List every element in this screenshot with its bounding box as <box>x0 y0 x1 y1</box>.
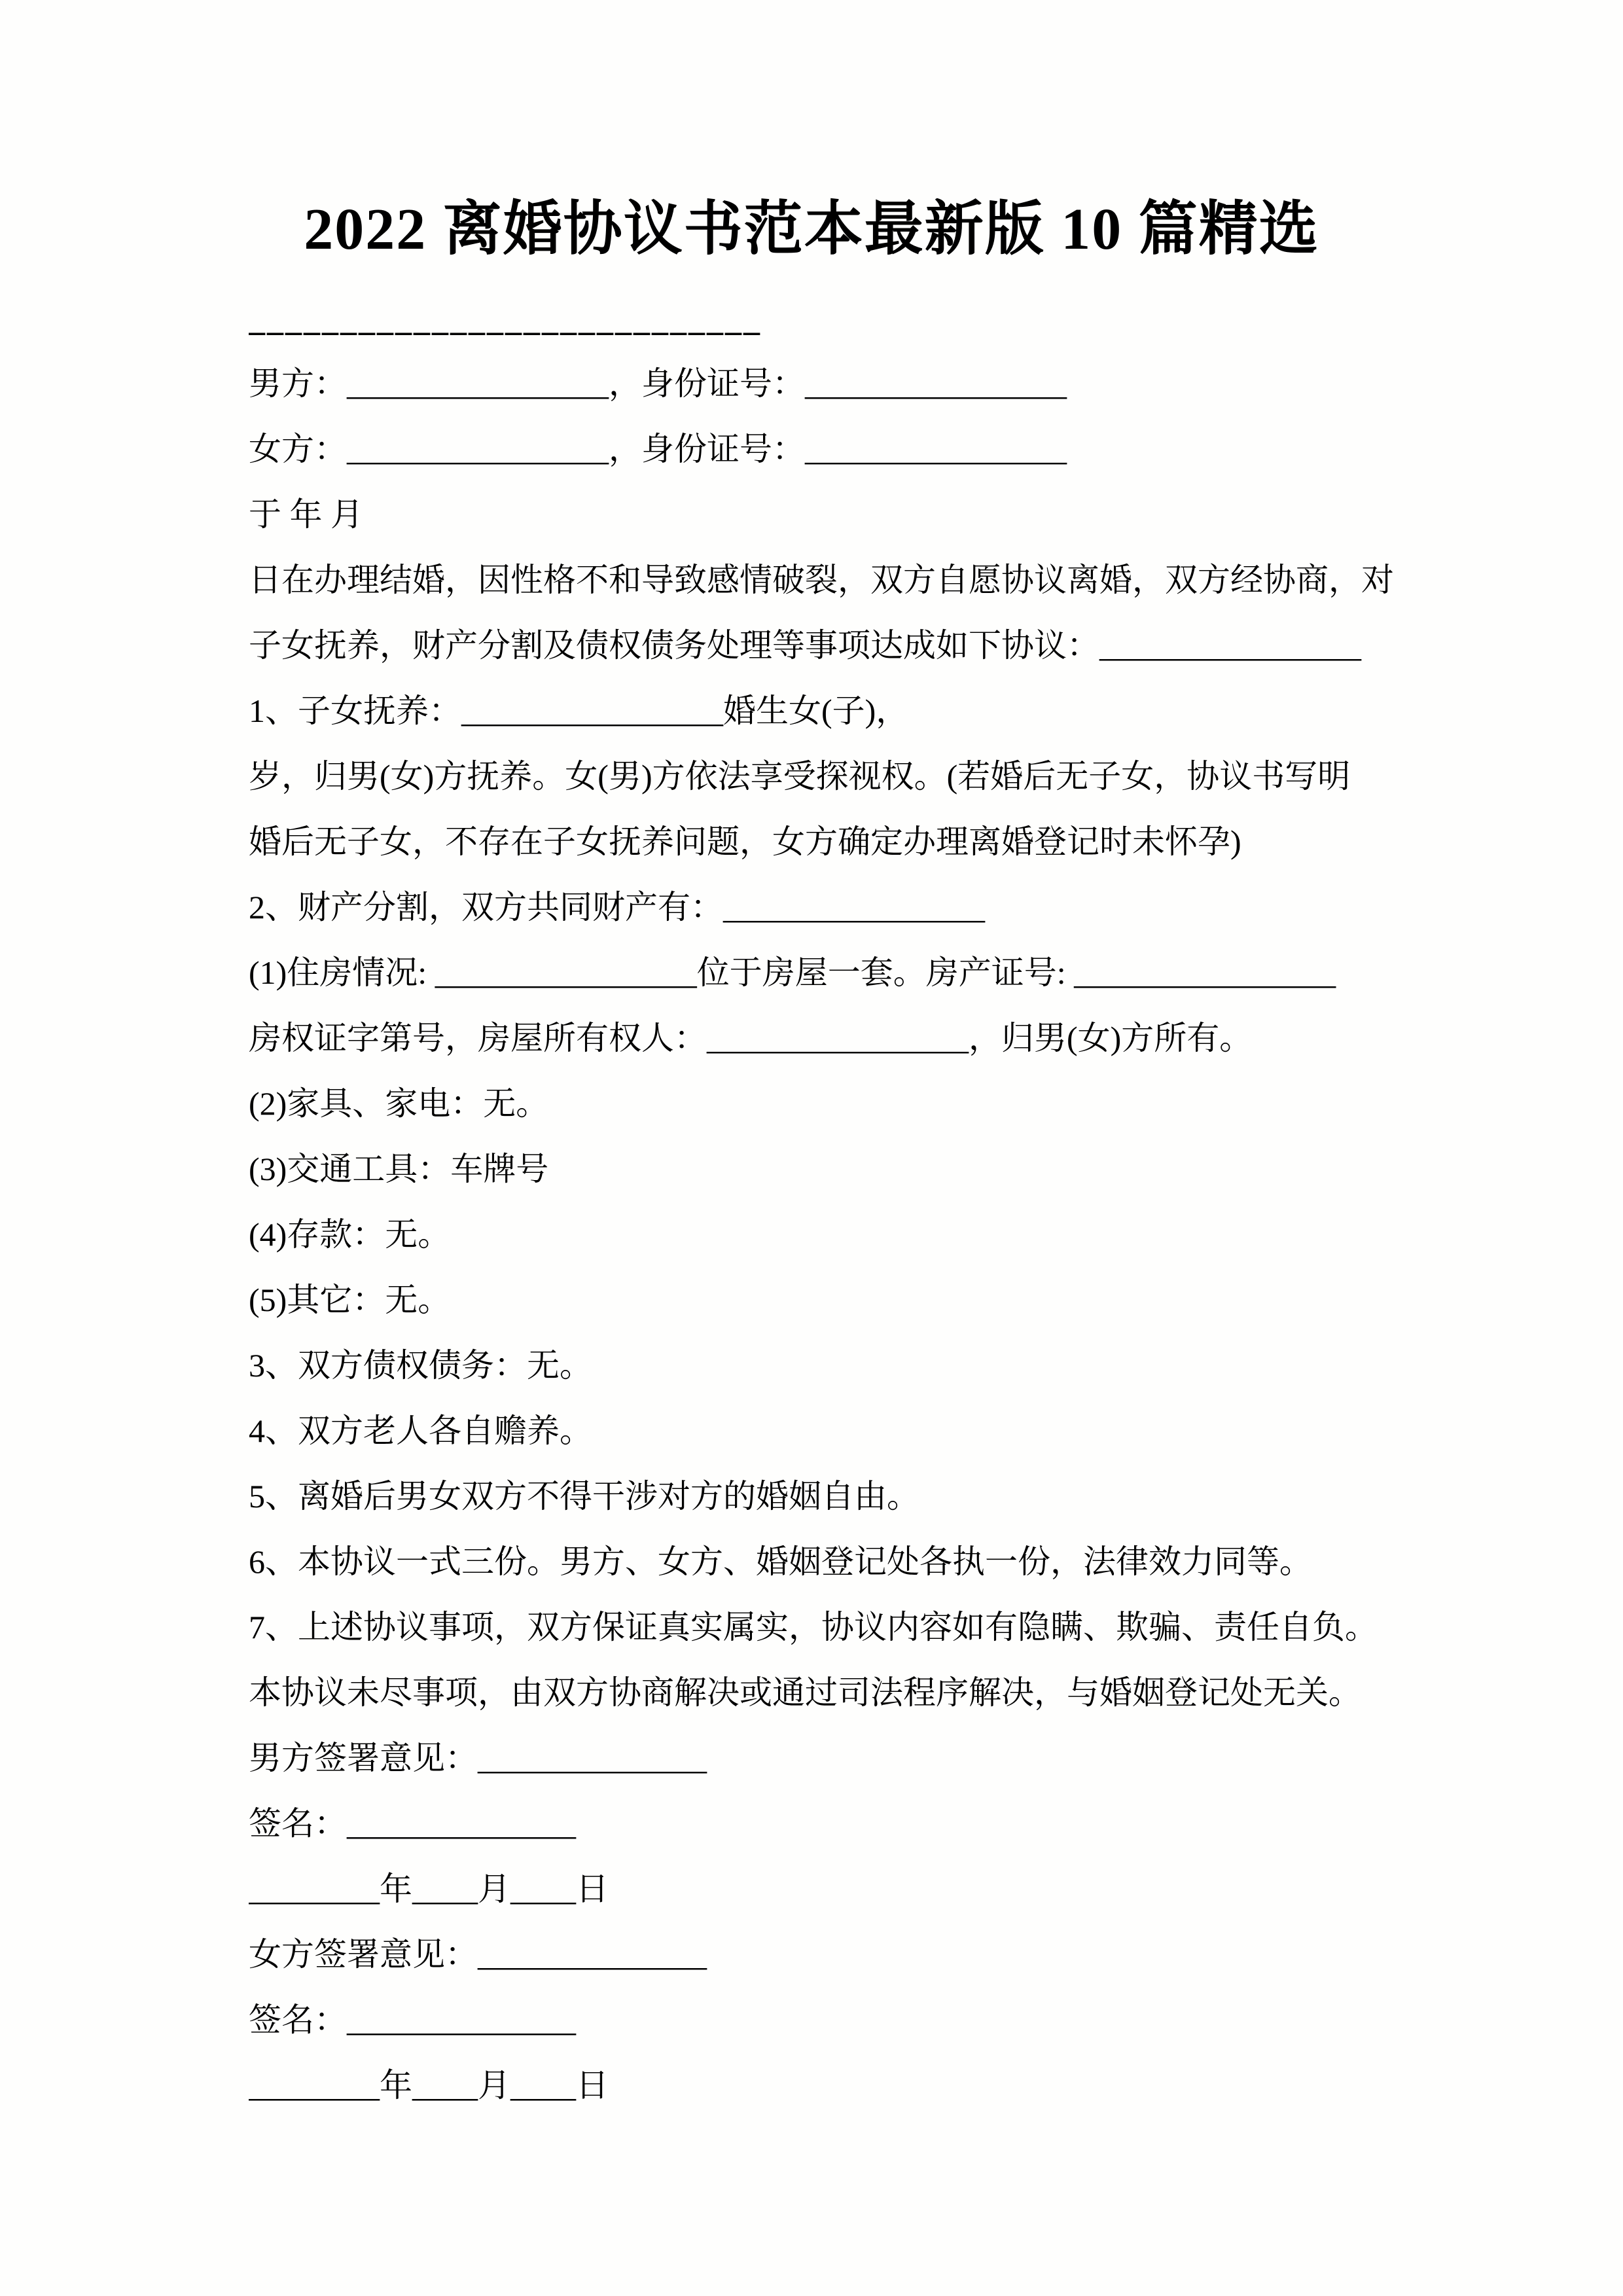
doc-line-female-opinion: 女方签署意见：______________ <box>249 1935 707 1973</box>
doc-line-party-male: 男方：________________，身份证号：________________ <box>249 365 1067 402</box>
doc-line-item5-freedom: 5、离婚后男女双方不得干涉对方的婚姻自由。 <box>249 1477 919 1515</box>
doc-line-male-signature: 签名：______________ <box>249 1804 576 1842</box>
document-body <box>0 351 1623 2118</box>
doc-line-item2-housing: (1)住房情况: ________________位于房屋一套。房产证号: ________________ <box>249 954 1336 991</box>
doc-line-item1-custody-2: 岁，归男(女)方抚养。女(男)方依法享受探视权。(若婚后无子女，协议书写明 <box>249 757 1351 795</box>
title-underline: ____________________________ <box>249 300 762 338</box>
doc-line-preamble-1: 日在办理结婚，因性格不和导致感情破裂，双方自愿协议离婚，双方经协商，对 <box>249 561 1394 598</box>
doc-line-item2-housing-2: 房权证字第号，房屋所有权人：________________，归男(女)方所有。 <box>249 1019 1253 1056</box>
doc-line-item2-deposits: (4)存款：无。 <box>249 1215 451 1253</box>
doc-line-item7-truth-2: 本协议未尽事项，由双方协商解决或通过司法程序解决，与婚姻登记处无关。 <box>249 1674 1361 1711</box>
doc-line-male-sign-date: ________年____月____日 <box>249 1870 609 1907</box>
doc-line-item7-truth: 7、上述协议事项，双方保证真实属实，协议内容如有隐瞒、欺骗、责任自负。 <box>249 1608 1378 1645</box>
doc-line-female-signature: 签名：______________ <box>249 2001 576 2038</box>
doc-line-female-sign-date: ________年____月____日 <box>249 2066 609 2104</box>
doc-line-item1-custody-3: 婚后无子女，不存在子女抚养问题，女方确定办理离婚登记时未怀孕) <box>249 823 1241 860</box>
doc-line-item4-elders: 4、双方老人各自赡养。 <box>249 1412 592 1449</box>
doc-line-item2-property: 2、财产分割，双方共同财产有：________________ <box>249 888 985 925</box>
doc-line-date-intro: 于 年 月 <box>249 495 363 533</box>
doc-line-item6-copies: 6、本协议一式三份。男方、女方、婚姻登记处各执一份，法律效力同等。 <box>249 1543 1312 1580</box>
doc-line-item2-vehicle: (3)交通工具：车牌号 <box>249 1150 549 1187</box>
doc-line-male-opinion: 男方签署意见：______________ <box>249 1739 707 1776</box>
doc-line-item1-custody: 1、子女抚养：________________婚生女(子)， <box>249 692 909 729</box>
doc-line-item2-other: (5)其它：无。 <box>249 1281 451 1318</box>
doc-line-item2-furniture: (2)家具、家电：无。 <box>249 1085 549 1122</box>
document-title: 2022 离婚协议书范本最新版 10 篇精选 <box>304 197 1319 262</box>
doc-line-party-female: 女方：________________，身份证号：________________ <box>249 430 1067 467</box>
doc-line-preamble-2: 子女抚养，财产分割及债权债务处理等事项达成如下协议：________________ <box>249 626 1361 664</box>
doc-line-item3-debts: 3、双方债权债务：无。 <box>249 1346 592 1384</box>
